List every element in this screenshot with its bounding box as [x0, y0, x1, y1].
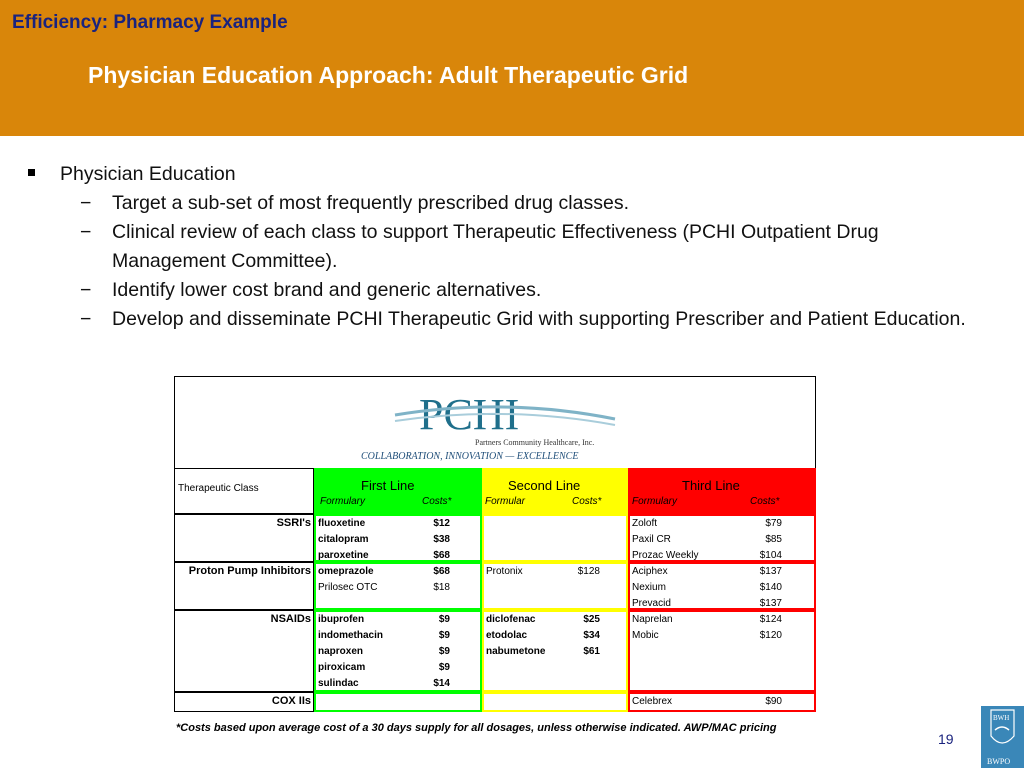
drug-name: fluoxetine [318, 518, 366, 529]
drug-name: Nexium [632, 582, 666, 593]
bullet-sub [28, 189, 978, 218]
drug-cost: $18 [433, 582, 450, 593]
drug-cost: $68 [433, 566, 450, 577]
bullet-list [28, 160, 978, 334]
header-class-cell [174, 468, 314, 514]
class-cell [174, 514, 314, 562]
class-cell [174, 562, 314, 610]
third-line-cell [628, 562, 816, 610]
drug-name: sulindac [318, 678, 359, 689]
class-cell [174, 692, 314, 712]
drug-cost: $68 [433, 550, 450, 561]
drug-cost: $104 [759, 550, 782, 561]
third-line-cell [628, 692, 816, 712]
pchi-logo-icon [355, 385, 645, 463]
drug-name: nabumetone [486, 646, 546, 657]
second-line-cell [482, 692, 628, 712]
class-cell [174, 610, 314, 692]
dash-icon: − [80, 308, 92, 330]
drug-cost: $90 [765, 696, 782, 707]
drug-name: indomethacin [318, 630, 384, 641]
dash-icon: − [80, 279, 92, 301]
drug-name: diclofenac [486, 614, 536, 625]
line-title: First Line [361, 478, 415, 493]
formulary-label: Formular [485, 496, 526, 507]
therapeutic-grid [174, 376, 816, 752]
page-number: 19 [938, 731, 954, 747]
first-line-header [314, 468, 482, 514]
drug-cost: $12 [433, 518, 450, 529]
drug-name: Celebrex [632, 696, 673, 707]
drug-name: etodolac [486, 630, 528, 641]
second-line-header [482, 468, 628, 514]
bullet-main [28, 160, 978, 189]
costs-label: Costs* [572, 496, 602, 507]
drug-name: Naprelan [632, 614, 673, 625]
formulary-label: Formulary [320, 496, 366, 507]
drug-name: Zoloft [632, 518, 658, 529]
drug-name: paroxetine [318, 550, 369, 561]
slide-title: Physician Education Approach: Adult Therapeutic Grid [88, 62, 689, 88]
first-line-cell [314, 562, 482, 610]
drug-name: Protonix [486, 566, 523, 577]
drug-cost: $124 [759, 614, 782, 625]
drug-name: ibuprofen [318, 614, 365, 625]
first-line-cell [314, 610, 482, 692]
bullet-sub [28, 305, 978, 334]
class-name: SSRI's [276, 517, 311, 529]
bwpo-logo [981, 706, 1024, 768]
bullet-sub-text: Develop and disseminate PCHI Therapeutic Grid with supporting Prescriber and Patient Education. [112, 308, 966, 330]
costs-label: Costs* [422, 496, 452, 507]
drug-cost: $9 [438, 662, 450, 673]
class-name: COX IIs [271, 695, 311, 707]
drug-cost: $9 [438, 646, 450, 657]
svg-text:BWH: BWH [993, 714, 1010, 722]
drug-cost: $9 [438, 630, 450, 641]
drug-name: naproxen [318, 646, 364, 657]
drug-cost: $34 [583, 630, 600, 641]
formulary-label: Formulary [632, 496, 678, 507]
dash-icon: − [80, 221, 92, 243]
drug-name: Prilosec OTC [318, 582, 378, 593]
drug-name: omeprazole [318, 566, 374, 577]
first-line-cell [314, 692, 482, 712]
bullet-sub [28, 276, 978, 305]
square-bullet-icon [28, 169, 35, 176]
drug-cost: $9 [438, 614, 450, 625]
drug-cost: $14 [433, 678, 450, 689]
class-header-label: Therapeutic Class [178, 483, 259, 494]
dash-icon: − [80, 192, 92, 214]
drug-cost: $120 [759, 630, 782, 641]
line-title: Second Line [508, 478, 581, 493]
third-line-cell [628, 514, 816, 562]
drug-cost: $140 [759, 582, 782, 593]
bullet-sub-text: Clinical review of each class to support Therapeutic Effectiveness (PCHI Outpatient Drug Management Committee). [112, 221, 879, 272]
drug-name: piroxicam [318, 662, 366, 673]
costs-label: Costs* [750, 496, 780, 507]
bwh-shield-icon [981, 706, 1024, 768]
svg-text:Partners Community Healthcare,: Partners Community Healthcare, Inc. [475, 438, 595, 447]
bullet-sub-text: Identify lower cost brand and generic alternatives. [112, 279, 542, 301]
svg-text:COLLABORATION, INNOVATION — EX: COLLABORATION, INNOVATION — EXCELLENCE [361, 451, 579, 462]
pchi-logo [174, 376, 816, 469]
bullet-main-text: Physician Education [60, 163, 236, 185]
line-title: Third Line [682, 478, 740, 493]
bullet-sub [28, 218, 978, 276]
drug-name: Paxil CR [632, 534, 671, 545]
svg-text:PCHI: PCHI [419, 390, 520, 439]
drug-name: Prevacid [632, 598, 671, 609]
drug-cost: $79 [765, 518, 782, 529]
second-line-cell [482, 610, 628, 692]
drug-cost: $137 [759, 598, 782, 609]
drug-name: Aciphex [632, 566, 668, 577]
third-line-header [628, 468, 816, 514]
grid-footnote: *Costs based upon average cost of a 30 days supply for all dosages, unless otherwise indicated. AWP/MAC pricing [176, 722, 777, 734]
drug-cost: $137 [759, 566, 782, 577]
drug-cost: $128 [577, 566, 600, 577]
drug-cost: $38 [433, 534, 450, 545]
second-line-cell [482, 514, 628, 562]
section-title: Efficiency: Pharmacy Example [12, 12, 288, 33]
drug-name: Mobic [632, 630, 659, 641]
third-line-cell [628, 610, 816, 692]
class-name: Proton Pump Inhibitors [188, 565, 311, 577]
bullet-sub-text: Target a sub-set of most frequently prescribed drug classes. [112, 192, 629, 214]
svg-text:BWPO: BWPO [987, 757, 1011, 766]
header-bar [0, 0, 1024, 136]
second-line-cell [482, 562, 628, 610]
first-line-cell [314, 514, 482, 562]
drug-cost: $61 [583, 646, 600, 657]
drug-cost: $85 [765, 534, 782, 545]
drug-name: Prozac Weekly [632, 550, 699, 561]
drug-cost: $25 [583, 614, 600, 625]
drug-name: citalopram [318, 534, 369, 545]
class-name: NSAIDs [270, 613, 311, 625]
